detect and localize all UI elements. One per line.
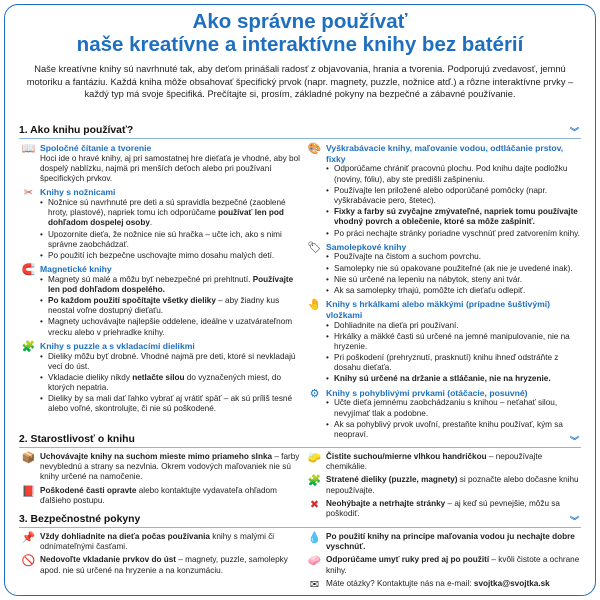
puzzle-icon: 🧩 bbox=[307, 475, 322, 488]
block-title: Knihy s puzzle a s vkladacími dielikmi bbox=[40, 340, 195, 351]
list-item: • Učte dieťa jemnému zaobchádzaniu s knihou – neťahať silou, nevyjímať tlak a podobne. bbox=[326, 398, 585, 418]
palette-icon: 🎨 bbox=[307, 143, 322, 155]
care-item-repair: 📕 Poškodené časti opravte alebo kontaktujte vydavateľa ohľadom ďalšieho postupu. bbox=[21, 485, 277, 505]
title-line-1: Ako správne používať bbox=[192, 10, 408, 33]
list-item: • Fixky a farby sú zvyčajne zmývateľné, napriek tomu používajte vhodný povrch a oblečenie, ktoré sa môže zašpiniť. bbox=[326, 207, 585, 227]
block-title: Spoločné čítanie a tvorenie bbox=[40, 143, 152, 153]
title-line-2: naše kreatívne a interaktívne knihy bez batérií bbox=[76, 32, 524, 56]
contact-email[interactable]: svojtka@svojtka.sk bbox=[473, 578, 550, 588]
list-item: • Dieliky by sa mali dať ľahko vybrať aj vrátiť späť – ak sú príliš tesné alebo voľné, skontrolujte, či nie sú poškodené. bbox=[40, 394, 303, 414]
section-3-left-column bbox=[19, 532, 303, 579]
block-text: Hoci ide o hravé knihy, aj pri samostatnej hre dieťaťa je vhodné, aby bol dospelý nablízku, najmä pri menších deťoch alebo pri používaní špecifických prvkov. bbox=[40, 153, 300, 184]
hand-icon: 🤚 bbox=[307, 299, 322, 312]
envelope-icon: ✉ bbox=[309, 578, 320, 591]
sticker-icon: 🏷 bbox=[307, 241, 322, 254]
list-item: • Ak sa pohyblivý prvok uvoľní, prestaňte knihu používať, kým sa neopraví. bbox=[326, 420, 585, 440]
section-3-right-column bbox=[305, 532, 585, 592]
list-item: • Používajte len priložené alebo odporúčané pomôcky (napr. vyškrabávacie pero, štetec). bbox=[326, 186, 585, 206]
list-item: • Ak sa samolepky trhajú, pomôžte ich dieťaťu odlepiť. bbox=[326, 286, 585, 296]
list-item: • Pri poškodení (prehryznutí, prasknutí) knihu ihneď odstráňte z dosahu dieťaťa. bbox=[326, 353, 585, 373]
safety-item-mouth: 🚫 Nedovoľte vkladanie prvkov do úst – magnety, puzzle, samolepky apod. nie sú určené na hryzenie a na konzumáciu. bbox=[21, 555, 288, 575]
list-item: • Odporúčame chrániť pracovnú plochu. Pod knihu dajte podložku (noviny, fóliu), aby ste predišli zašpineniu. bbox=[326, 164, 585, 184]
safety-item-contact: ✉ Máte otázky? Kontaktujte nás na e-mail: svojtka@svojtka.sk bbox=[305, 579, 585, 589]
section-2-heading bbox=[19, 434, 581, 448]
red-book-icon: 📕 bbox=[21, 485, 36, 498]
list-item: • Nie sú určené na lepeniu na nábytok, steny ani tvár. bbox=[326, 275, 585, 285]
instruction-sheet bbox=[4, 4, 596, 596]
list-item: • Dieliky môžu byť drobné. Vhodné najmä pre deti, ktoré si nevkladajú veci do úst. bbox=[40, 352, 303, 372]
prohibited-icon: 🚫 bbox=[21, 555, 36, 568]
intro-paragraph: Naše kreatívne knihy sú navrhnuté tak, aby deťom prinášali radosť z objavovania, hrania a tvorenia. Podporujú zvedavosť, jemnú motoriku a fantáziu. Každá kniha môže obsahovať špecifický prvok (napr. magnety, puzzle, nožnice atď.) a rôzne interaktívne prvky – každý typ má svoje špecifiká. Prečítajte si, prosím, základné pokyny na bezpečné a zábavné používanie. bbox=[26, 64, 574, 100]
block-shared-reading bbox=[19, 143, 303, 184]
care-item-cleaning: 🧽 Čistite suchou/mierne vlhkou handričkou – nepoužívajte chemikálie. bbox=[307, 452, 543, 472]
section-1-right-column bbox=[305, 143, 585, 443]
section-3-heading bbox=[19, 514, 581, 528]
soap-icon: 🧼 bbox=[307, 555, 322, 568]
list-item: • Samolepky nie sú opakovane použiteľné (ak nie je uvedené inak). bbox=[326, 264, 585, 274]
magnet-icon: 🧲 bbox=[21, 264, 36, 277]
safety-item-wash-hands: 🧼 Odporúčame umyť ruky pred aj po použití – kvôli čistote a ochrane knihy. bbox=[307, 555, 580, 575]
section-1-left-column bbox=[19, 143, 303, 418]
block-moving-parts bbox=[305, 388, 585, 440]
section-2-title: 2. Starostlivosť o knihu bbox=[19, 434, 135, 445]
block-title: Magnetické knihy bbox=[40, 264, 112, 275]
care-item-storage: 📦 Uchovávajte knihy na suchom mieste mimo priameho slnka – farby nevyblednú a strany sa nezvlnia. Okrem vodových maľovaniek nie sú knihy určené na namočenie. bbox=[21, 452, 300, 482]
list-item: • Magnety sú malé a môžu byť nebezpečné pri prehltnutí. Používajte len pod dohľadom dospelého. bbox=[40, 275, 303, 295]
care-item-pages: ✖ Neohýbajte a netrhajte stránky – aj keď sú pevnejšie, môžu sa poškodiť. bbox=[305, 499, 585, 519]
water-drop-icon: 💧 bbox=[307, 532, 322, 544]
list-item: • Po práci nechajte stránky poriadne vyschnúť pred zatvorením knihy. bbox=[326, 229, 585, 239]
gear-icon: ⚙ bbox=[309, 387, 320, 400]
section-1-title: 1. Ako knihu používať? bbox=[19, 125, 134, 136]
list-item: • Upozornite dieťa, že nožnice nie sú hračka – učte ich, ako s nimi správne zaobchádzať. bbox=[40, 230, 303, 250]
list-item: • Po použití ich bezpečne uschovajte mimo dosahu malých detí. bbox=[40, 251, 303, 261]
safety-item-supervise: 📌 Vždy dohliadnite na dieťa počas používania knihy s malými či odnímateľnými časťami. bbox=[21, 532, 275, 552]
list-item: • Magnety uchovávajte najlepšie oddelene, ideálne v uzatvárateľnom vrecku alebo v priehradke knihy. bbox=[40, 317, 303, 337]
block-magnetic bbox=[19, 264, 303, 338]
chevron-down-icon[interactable]: ︾ bbox=[569, 436, 579, 446]
section-2-right-column bbox=[305, 452, 585, 522]
book-icon: 📖 bbox=[21, 143, 36, 155]
list-item: • Používajte na čistom a suchom povrchu. bbox=[326, 252, 585, 262]
list-item: • Vkladacie dieliky nikdy netlačte silou do vyznačených miest, do ktorých nepatria. bbox=[40, 373, 303, 393]
section-2-left-column bbox=[19, 452, 303, 509]
block-stickers bbox=[305, 242, 585, 296]
block-rattles bbox=[305, 299, 585, 385]
box-icon: 📦 bbox=[21, 452, 36, 464]
block-title: Knihy s nožnicami bbox=[40, 187, 116, 198]
block-title: Vyškrabávacie knihy, maľovanie vodou, odtláčanie prstov, fixky bbox=[326, 143, 564, 164]
list-item: • Po každom použití spočítajte všetky dieliky – aby žiadny kus neostal voľne dostupný dieťaťu. bbox=[40, 296, 303, 316]
list-item: • Nožnice sú navrhnuté pre deti a sú spravidla bezpečné (zaoblené hroty, plastové), napriek tomu ich odporúčame používať len pod dohľadom dospelej osoby. bbox=[40, 198, 303, 229]
x-mark-icon: ✖ bbox=[309, 498, 320, 511]
scissors-icon: ✂ bbox=[23, 187, 34, 200]
safety-item-dry: 💧 Po použití knihy na princípe maľovania vodou ju nechajte dobre vyschnúť. bbox=[307, 532, 575, 552]
chevron-down-icon[interactable]: ︾ bbox=[569, 516, 579, 526]
chevron-down-icon[interactable]: ︾ bbox=[569, 127, 579, 137]
sponge-icon: 🧽 bbox=[307, 452, 322, 464]
list-item: • Knihy sú určené na držanie a stláčanie, nie na hryzenie. bbox=[326, 374, 585, 384]
block-title: Samolepkové knihy bbox=[326, 241, 407, 252]
puzzle-icon: 🧩 bbox=[21, 340, 36, 353]
pin-icon: 📌 bbox=[21, 532, 36, 544]
block-title: Knihy s pohyblivými prvkami (otáčacie, posuvné) bbox=[326, 387, 528, 398]
page-title bbox=[5, 11, 595, 56]
block-scratch-paint bbox=[305, 143, 585, 239]
block-puzzle bbox=[19, 341, 303, 415]
section-1-heading bbox=[19, 125, 581, 139]
list-item: • Hrkálky a mäkké časti sú určené na jemné manipulovanie, nie na hryzenie. bbox=[326, 332, 585, 352]
care-item-lost-pieces: 🧩 Stratené dieliky (puzzle, magnety) si poznačte alebo dočasne knihu nepoužívajte. bbox=[307, 475, 579, 495]
section-3-title: 3. Bezpečnostné pokyny bbox=[19, 514, 141, 525]
block-title: Knihy s hrkálkami alebo mäkkými (prípadne šuštivými) vložkami bbox=[326, 299, 550, 320]
block-scissors bbox=[19, 187, 303, 261]
list-item: • Dohliadnite na dieťa pri používaní. bbox=[326, 321, 585, 331]
